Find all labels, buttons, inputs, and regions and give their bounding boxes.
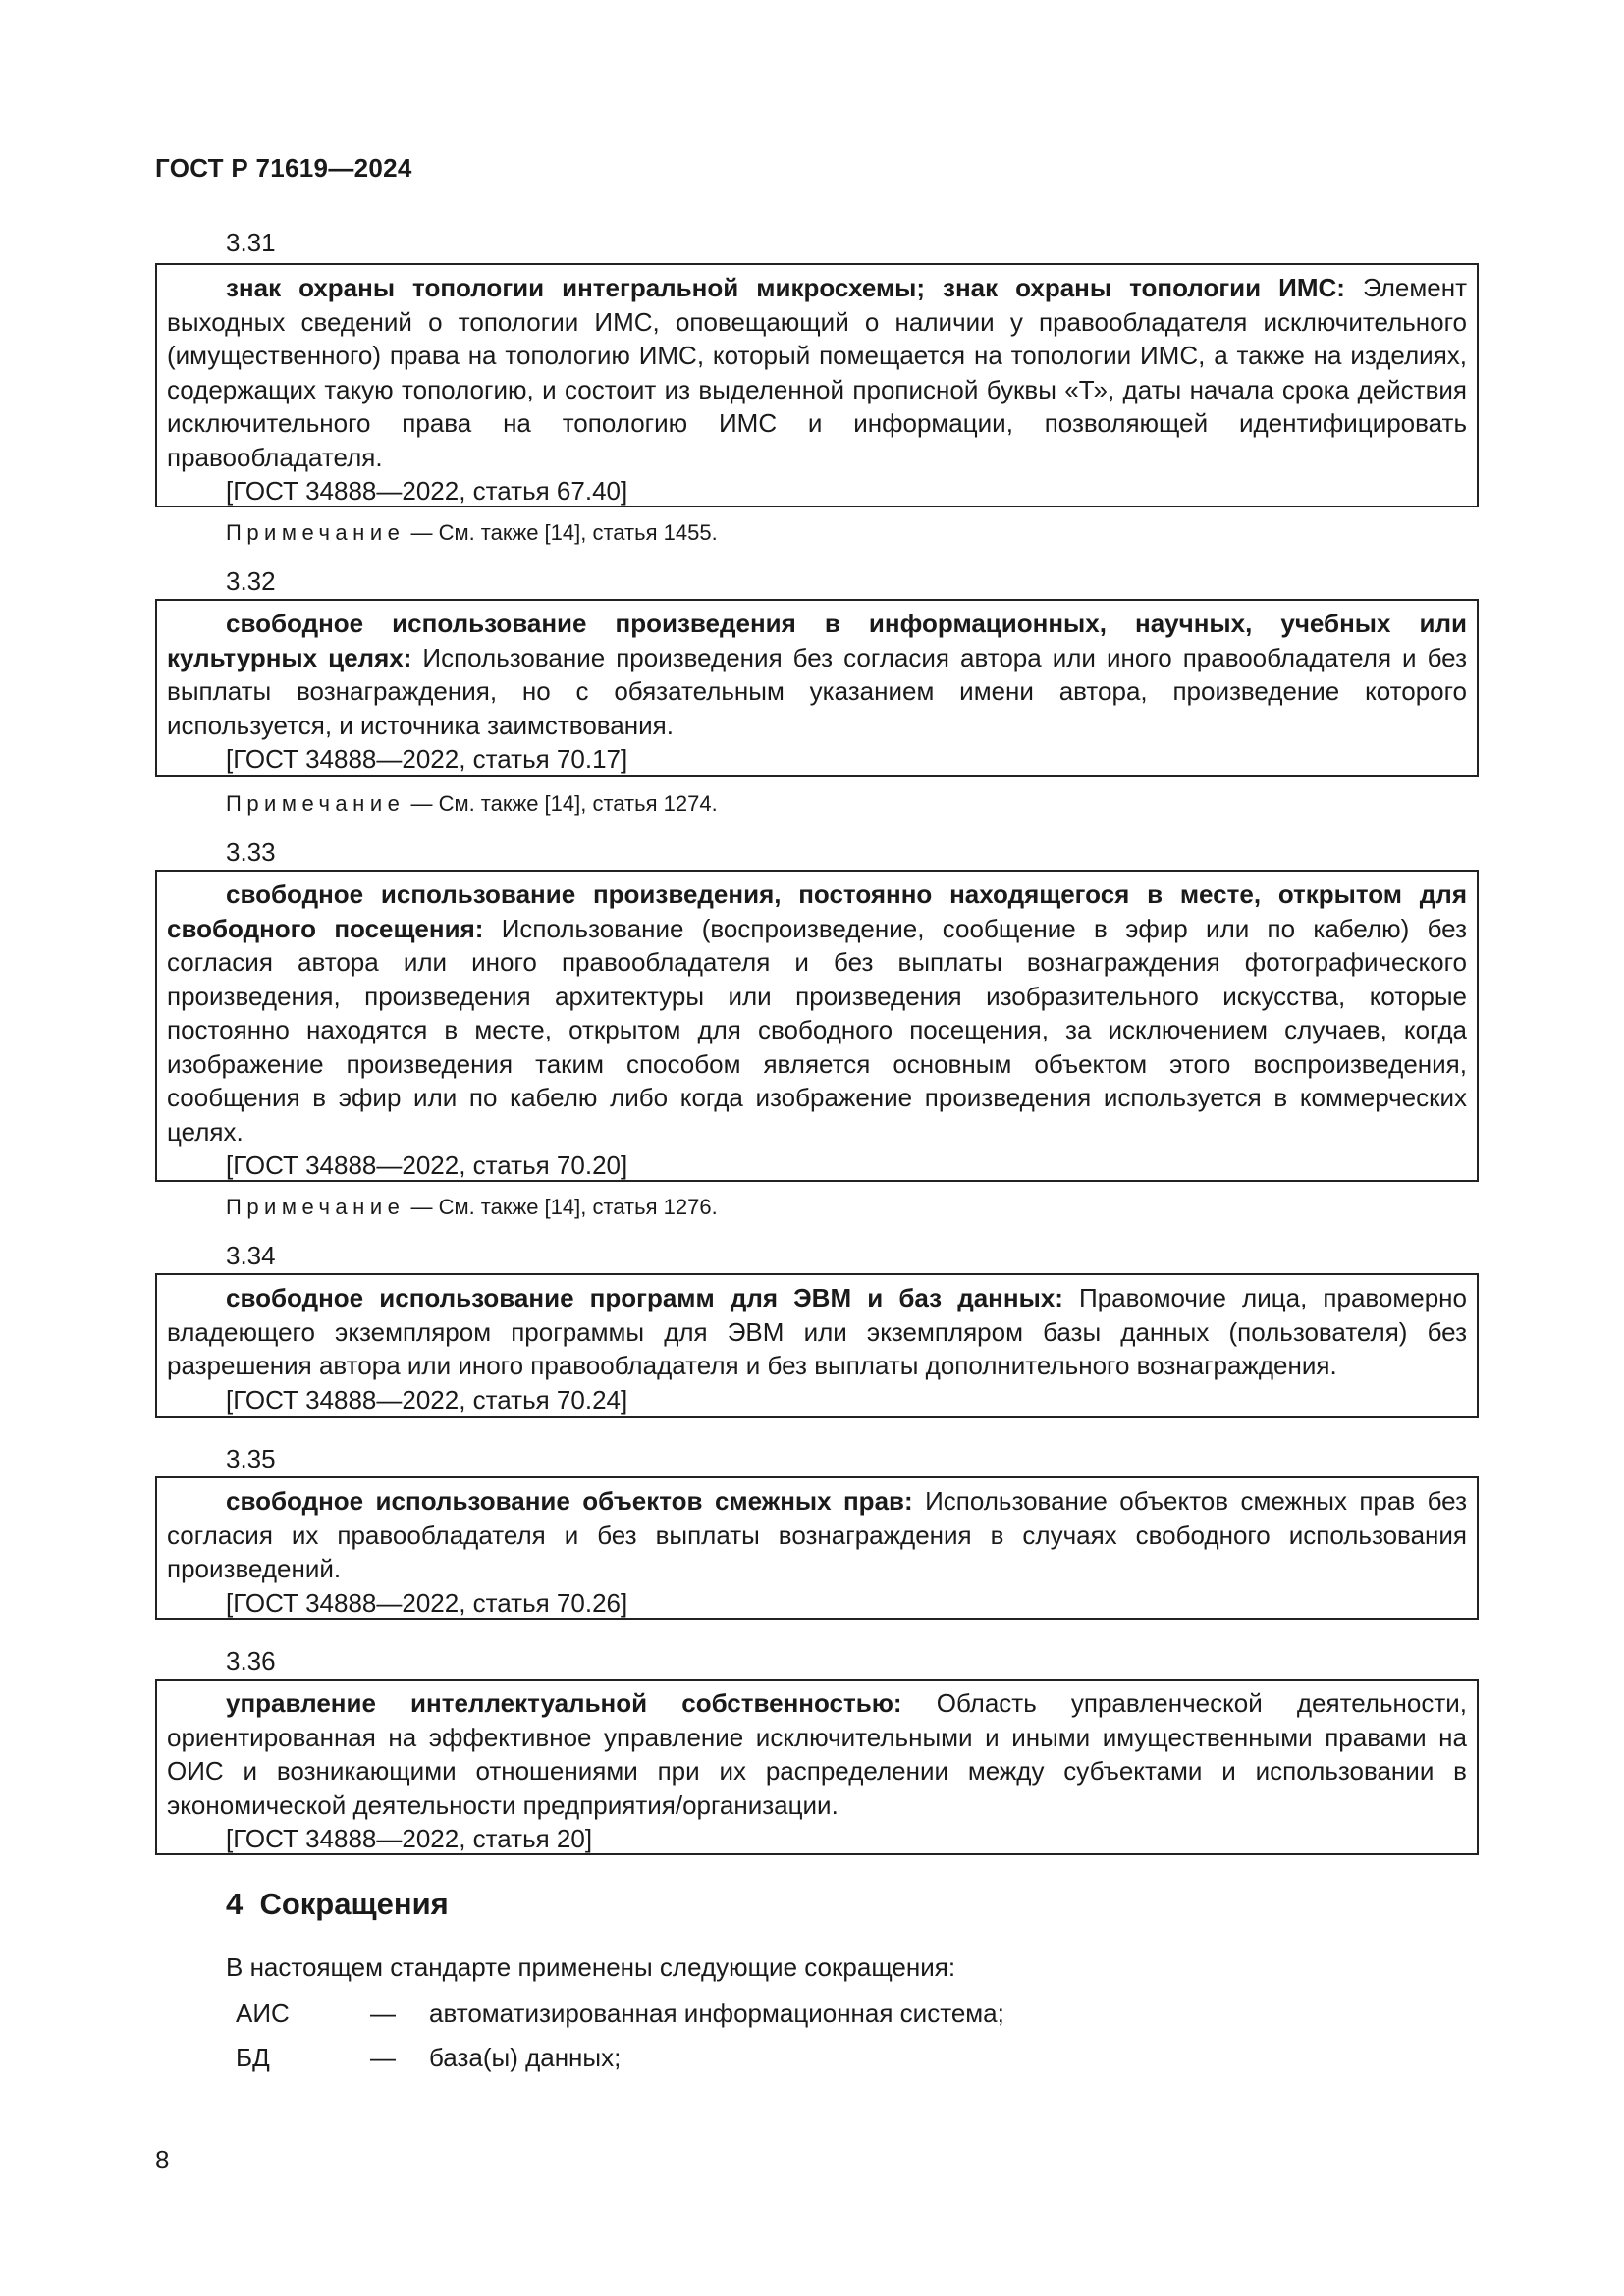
abbreviation-meaning: база(ы) данных; bbox=[429, 2043, 622, 2072]
term-definition: Использование произведения без согласия автора или иного правообладателя и без выплаты вознаграждения, но с обязательным указанием имени автора, произведение которого используется, и источника заимствования. bbox=[167, 642, 1467, 740]
entry-number: 3.33 bbox=[226, 837, 276, 867]
term-definition-box bbox=[155, 870, 1479, 1182]
section-title: 4 Сокращения bbox=[226, 1887, 449, 1921]
term-definition-box bbox=[155, 599, 1479, 777]
note-text: — См. также [14], статья 1274. bbox=[405, 791, 718, 816]
note bbox=[226, 520, 718, 546]
note bbox=[226, 791, 718, 817]
section-intro: В настоящем стандарте применены следующие сокращения: bbox=[226, 1952, 956, 1982]
abbreviation-row bbox=[236, 2043, 621, 2073]
definition-paragraph bbox=[167, 607, 1467, 742]
term-name: свободное использование объектов смежных прав: bbox=[226, 1486, 913, 1516]
document-header: ГОСТ Р 71619—2024 bbox=[155, 153, 412, 183]
term-definition-box bbox=[155, 1273, 1479, 1418]
term-definition-box bbox=[155, 1679, 1479, 1855]
source-reference: [ГОСТ 34888—2022, статья 70.20] bbox=[226, 1150, 628, 1180]
abbreviation-row bbox=[236, 1999, 1004, 2029]
definition-paragraph bbox=[167, 1281, 1467, 1383]
term-definition-box bbox=[155, 1476, 1479, 1620]
term-definition: Правомочие лица, правомерно владеющего экземпляром программы для ЭВМ или экземпляром базы данных (пользователя) без разрешения автора или иного правообладателя и без выплаты дополнительного вознаграждения. bbox=[167, 1283, 1467, 1380]
term-name: свободное использование программ для ЭВМ и баз данных: bbox=[226, 1283, 1063, 1312]
term-definition-box bbox=[155, 263, 1479, 507]
source-reference: [ГОСТ 34888—2022, статья 70.17] bbox=[226, 744, 628, 774]
term-name: знак охраны топологии интегральной микросхемы; знак охраны топологии ИМС: bbox=[226, 273, 1345, 302]
term-definition: Область управленческой деятельности, ориентированная на эффективное управление исключительными и иными имущественными правами на ОИС и возникающими отношениями при их распределении между субъектами и использовании в экономической деятельности предприятия/организации. bbox=[167, 1688, 1467, 1820]
abbreviation-meaning: автоматизированная информационная система; bbox=[429, 1999, 1004, 2028]
abbreviation: БД bbox=[236, 2043, 270, 2072]
source-reference: [ГОСТ 34888—2022, статья 70.24] bbox=[226, 1384, 628, 1415]
page-number: 8 bbox=[155, 2145, 170, 2174]
entry-number: 3.35 bbox=[226, 1444, 276, 1473]
term-name: управление интеллектуальной собственностью: bbox=[226, 1688, 902, 1718]
entry-number: 3.32 bbox=[226, 566, 276, 596]
definition-paragraph bbox=[167, 1484, 1467, 1586]
note-label: Примечание bbox=[226, 520, 406, 545]
abbreviation: АИС bbox=[236, 1999, 290, 2028]
source-reference: [ГОСТ 34888—2022, статья 20] bbox=[226, 1824, 593, 1853]
term-definition: Элемент выходных сведений о топологии ИМС, оповещающий о наличии у правообладателя исключительного (имущественного) права на топологию ИМС, который помещается на топологии ИМС, а также на изделиях, содержащих такую топологию, и состоит из выделенной прописной буквы «Т», даты начала срока действия исключительного права на топологию ИМС и информации, позволяющей идентифицировать правообладателя. bbox=[167, 273, 1467, 472]
definition-paragraph bbox=[167, 271, 1467, 474]
definition-paragraph bbox=[167, 878, 1467, 1148]
note-text: — См. также [14], статья 1455. bbox=[405, 520, 718, 545]
term-definition: Использование объектов смежных прав без согласия их правообладателя и без выплаты вознаграждения в случаях свободного использования произведений. bbox=[167, 1486, 1467, 1583]
term-name: свободное использование произведения в информационных, научных, учебных или культурных целях: bbox=[167, 609, 1467, 672]
definition-paragraph bbox=[167, 1686, 1467, 1822]
note-label: Примечание bbox=[226, 1195, 406, 1219]
term-definition: Использование (воспроизведение, сообщение в эфир или по кабелю) без согласия автора или иного правообладателя и без выплаты вознаграждения фотографического произведения, произведения архитектуры или произведения изобразительного искусства, которые постоянно находятся в месте, открытом для свободного посещения, за исключением случаев, когда изображение произведения таким способом является основным объектом этого воспроизведения, сообщения в эфир или по кабелю либо когда изображение произведения используется в коммерческих целях. bbox=[167, 913, 1467, 1147]
source-reference: [ГОСТ 34888—2022, статья 70.26] bbox=[226, 1587, 628, 1618]
note-text: — См. также [14], статья 1276. bbox=[405, 1195, 718, 1219]
term-name: свободное использование произведения, постоянно находящегося в месте, открытом для свободного посещения: bbox=[167, 880, 1467, 943]
note-label: Примечание bbox=[226, 791, 406, 816]
entry-number: 3.36 bbox=[226, 1646, 276, 1676]
entry-number: 3.34 bbox=[226, 1241, 276, 1270]
entry-number: 3.31 bbox=[226, 228, 276, 257]
source-reference: [ГОСТ 34888—2022, статья 67.40] bbox=[226, 476, 628, 506]
note bbox=[226, 1195, 718, 1220]
abbreviation-dash: — bbox=[370, 1999, 396, 2028]
abbreviation-dash: — bbox=[370, 2043, 396, 2072]
